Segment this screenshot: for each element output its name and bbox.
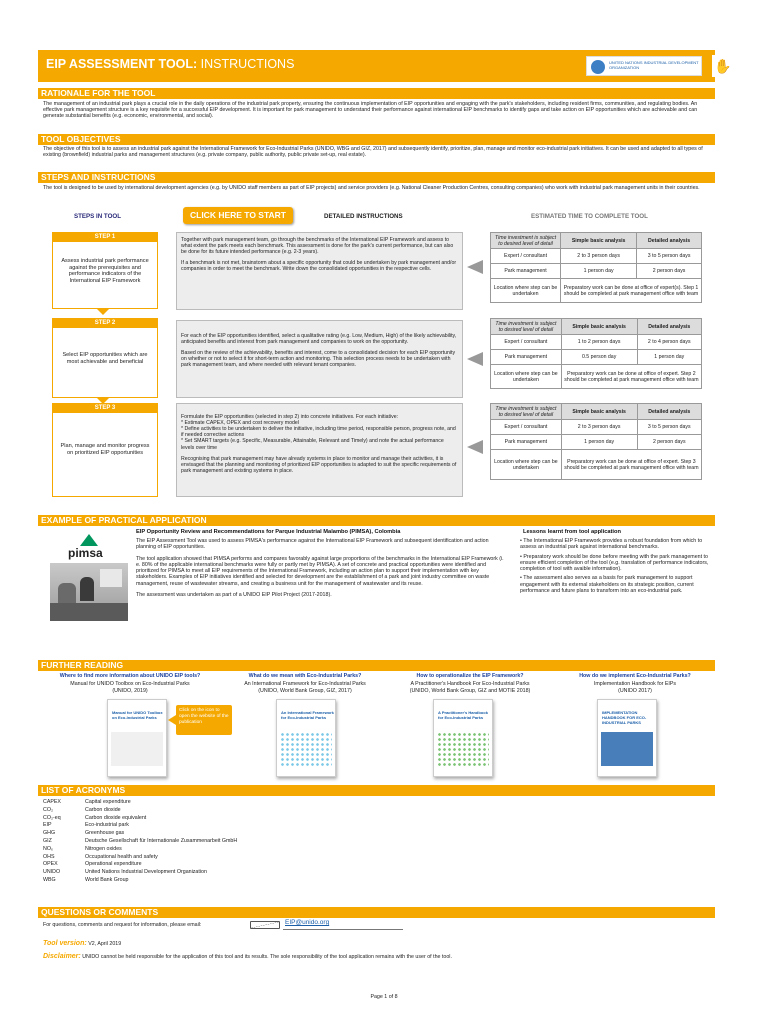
reading-desc: An International Framework for Eco-Industrial Parks (UNIDO, World Bank Group, GIZ, 2017) <box>244 681 366 694</box>
section-questions-heading: QUESTIONS OR COMMENTS <box>38 907 715 918</box>
step-2-box[interactable] <box>52 318 158 398</box>
industry-hand-icon: ✋ <box>712 55 734 77</box>
pointer-arrow-icon <box>467 352 483 366</box>
step-2-time-table: Time investment is subject to desired level of detail Simple basic analysis Detailed analysis Expert / consultant 1 to 2 person days 2 to 4 person days Park management 0.5 person day 1 person day Location where step can be undertaken Preparatory work can be done at office of expert. Step 2 should be completed at park management office with team <box>490 318 702 389</box>
reading-desc: A Practitioner's Handbook For Eco-Industrial Parks (UNIDO, World Bank Group, GIZ and MOTIE 2018) <box>409 681 531 694</box>
pointer-arrow-icon <box>467 260 483 274</box>
step-label: STEP 2 <box>53 319 157 328</box>
col-time-header: ESTIMATED TIME TO COMPLETE TOOL <box>531 213 648 220</box>
reading-question: Where to find more information about UNIDO EIP tools? <box>59 673 201 679</box>
step-3-time-table: Time investment is subject to desired level of detail Simple basic analysis Detailed analysis Expert / consultant 2 to 3 person days 3 to 5 person days Park management 1 person day 2 person days Location where step can be undertaken Preparatory work can be done at office of expert. Step 3 should be completed at park management office with team <box>490 403 702 480</box>
list-item: WBG World Bank Group <box>43 876 129 883</box>
book-cover-implementation[interactable]: IMPLEMENTATION HANDBOOK FOR ECO-INDUSTRIAL PARKS <box>597 699 657 777</box>
list-item: EIP Eco-industrial park <box>43 822 129 829</box>
example-text: The EIP Assessment Tool was used to assess PIMSA's performance against the International EIP Framework and subsequent identification and action planning of EIP opportunities. The tool application showed that PIMSA performs and compares favorably against large proportions of the benchmarks in the International EIP Framework (i. e. 80% of the applicable international benchmarks were fully or partly met by PIMSA). A set of concrete and practical opportunities were identified and prioritized for PIMSA to meet all EIP requirements of the International Framework, including an action plan to support their implementation with key stakeholders. Examples of EIP initiatives identified and selected for development are the establishment of a park and joint industry committee on waste management, reuse of wastewater streams, and creating a business unit for the management of wastewater and its reuse. The assessment was undertaken as part of a UNIDO EIP Pilot Project (2017-2018). <box>136 538 504 599</box>
book-cover-framework[interactable]: An International Framework for Eco-Industrial Parks <box>276 699 336 777</box>
step-label: STEP 1 <box>53 233 157 242</box>
list-item: CO₂ Carbon dioxide <box>43 806 121 813</box>
step-1-detail: Together with park management team, go through the benchmarks of the International EIP Framework and assess to what extent the park meets each benchmark. This assessment is done for the park's current performance, but can also be done for its future intended performance (e.g. 2-3 years). If a benchmark is not met, brainstorm about a specific opportunity that could be undertaken by park management and/or companies in order to meet the benchmark. Write down the consolidated opportunities in the respective cells. <box>176 232 463 310</box>
list-item: CO₂-eq Carbon dioxide equivalent <box>43 814 147 821</box>
lessons-list: • The International EIP Framework provides a robust foundation from which to assess an industrial park against international benchmarks. • Preparatory work should be done before meeting with the park management to ensure efficient completion of the tool (e.g. translation of performance indicators, completion of tool with avaible information). • The assessment also serves as a basis for park management to support engagement with its external stakeholders on its strategic position, current performance and future plans to transform into an eco-industrial park. <box>520 538 709 595</box>
step-3-box[interactable] <box>52 403 158 497</box>
list-item: OPEX Operational expenditure <box>43 861 142 868</box>
list-item: UNIDO United Nations Industrial Development Organization <box>43 869 207 876</box>
start-button[interactable]: CLICK HERE TO START <box>183 207 293 224</box>
section-rationale-heading: RATIONALE FOR THE TOOL <box>38 88 715 99</box>
list-item: OHS Occupational health and safety <box>43 853 158 860</box>
list-item: NOₓ Nitrogen oxides <box>43 845 122 852</box>
steps-text: The tool is designed to be used by international development agencies (e.g. by UNIDO staff members as part of EIP projects) and service providers (e.g. National Cleaner Production Centres, consulting companies) who work with industrial park management units in their countries. <box>43 185 700 191</box>
disclaimer: Disclaimer: UNIDO cannot be held responsible for the application of this tool and its results. The sole responsibility of the tool application remains with the user of the tool. <box>43 953 452 960</box>
pimsa-logo: pimsa <box>62 534 117 558</box>
email-underline <box>283 929 403 930</box>
section-acronyms-heading: LIST OF ACRONYMS <box>38 785 715 796</box>
objectives-text: The objective of this tool is to assess an industrial park against the International Framework for Eco-Industrial Parks (UNIDO, WBG and GIZ, 2017) and subsequently identify, prioritize, plan, manage and monitor eco-industrial park initiatives. It can be used and adapted to all types of existing (brownfield) industrial parks and management structures (e.g. private company, public authority, public private set-up, real estate). <box>43 146 703 159</box>
reading-question: How do we implement Eco-Industrial Parks? <box>579 673 691 679</box>
section-example-heading: EXAMPLE OF PRACTICAL APPLICATION <box>38 515 715 526</box>
pimsa-mark-icon <box>80 534 98 546</box>
step-description: Plan, manage and monitor progress on prioritized EIP opportunities <box>60 443 150 456</box>
book-cover-toolbox[interactable]: Manual for UNIDO Toolbox on Eco-Industrial Parks <box>107 699 167 777</box>
meeting-photo <box>50 563 128 621</box>
reading-desc: Manual for UNIDO Toolbox on Eco-Industrial Parks (UNIDO, 2019) <box>70 681 190 694</box>
section-steps-heading: STEPS AND INSTRUCTIONS <box>38 172 715 183</box>
reading-desc: Implementation Handbook for EIPs (UNIDO 2017) <box>593 681 677 694</box>
list-item: GHG Greenhouse gas <box>43 830 125 837</box>
step-1-box[interactable] <box>52 232 158 309</box>
step-label: STEP 3 <box>53 404 157 413</box>
list-item: CAPEX Capital expenditure <box>43 799 131 805</box>
tool-version: Tool version: V2, April 2019 <box>43 940 122 947</box>
un-globe-icon <box>591 60 605 74</box>
col-steps-header: STEPS IN TOOL <box>74 213 121 220</box>
example-title: EIP Opportunity Review and Recommendations for Parque Industrial Malambo (PIMSA), Colombia <box>136 529 401 535</box>
page-number: Page 1 of 8 <box>370 994 398 1000</box>
header-bar <box>38 50 732 82</box>
section-reading-heading: FURTHER READING <box>38 660 715 671</box>
step-1-time-table: Time investment is subject to desired level of detail Simple basic analysis Detailed analysis Expert / consultant 2 to 3 person days 3 to 5 person days Park management 1 person day 2 person days Location where step can be undertaken Preparatory work can be done at office of expert(s). Step 1 should be completed at park management office with team <box>490 232 702 303</box>
step-description: Assess industrial park performance against the prerequisites and performance indicators of the International EIP Framework <box>61 258 149 284</box>
book-cover-handbook[interactable]: A Practitioner's Handbook for Eco-Industrial Parks <box>433 699 493 777</box>
col-detail-header: DETAILED INSTRUCTIONS <box>324 213 403 220</box>
lessons-title: Lessons learnt from tool application <box>523 529 621 535</box>
list-item: GIZ Deutsche Gesellschaft für Internationale Zusammenarbeit GmbH <box>43 837 238 844</box>
questions-text: For questions, comments and request for information, please email: <box>43 922 202 928</box>
step-3-detail: Formulate the EIP opportunities (selected in step 2) into concrete initiatives. For each initiative: * Estimate CAPEX, OPEX and cost recovery model * Define activities to be undertaken to deliver the initiative, including time period, responsible person, progress note, and if needed corrective actions * Set SMART targets (e.g. Specific, Measurable, Attainable, Relevant and Timely) and note the actual performance levels over time Recognising that park management may have already systems in place to monitor and manage their activities, it is envisaged that the planning and monitoring of prioritized EIP opportunities is adapted to suit the specific requirements of park management and existing systems in place. <box>176 403 463 497</box>
reading-question: What do we mean with Eco-Industrial Parks? <box>248 673 362 679</box>
acronym-list <box>43 799 237 885</box>
unido-logo: UNITED NATIONS INDUSTRIAL DEVELOPMENT ORGANIZATION <box>586 56 702 76</box>
email-link[interactable]: EIP@unido.org <box>285 919 330 926</box>
pointer-arrow-icon <box>467 440 483 454</box>
reading-question: How to operationalize the EIP Framework? <box>416 673 524 679</box>
rationale-text: The management of an industrial park plays a crucial role in the daily operations of the industrial park property, ensuring the continuous implementation of EIP opportunities and engaging with the park's stakeholders, including resident firms, communities, and regulating bodies. An effective park management structure is a key requisite for a successful EIP development. It is important for park management to understand their performance against international EIP benchmarks to identify gaps and take action on EIP opportunities which are achievable and can generate substantial benefits (e.g. economic, environmental, and social). <box>43 101 698 120</box>
step-description: Select EIP opportunities which are most achievable and beneficial <box>62 352 148 365</box>
website-callout: Click on the icon to open the website of the publication <box>176 705 232 735</box>
section-objectives-heading: TOOL OBJECTIVES <box>38 134 715 145</box>
arrow-down-icon <box>97 309 109 315</box>
page-title: EIP ASSESSMENT TOOL: INSTRUCTIONS <box>46 57 295 71</box>
envelope-icon[interactable] <box>250 921 280 929</box>
step-2-detail: For each of the EIP opportunities identified, select a qualitative rating (e.g. Low, Medium, High) of the likely achievability, anticipated benefits and interest from park management and companies to work on the opportunity. Based on the review of the achievability, benefits and interest, come to a consolidated decision for each EIP opportunity on whether or not to select it for short-term action and monitoring. This selection process needs to be undertaken with park management team, and where needed with relevant tenant companies. <box>176 320 463 398</box>
